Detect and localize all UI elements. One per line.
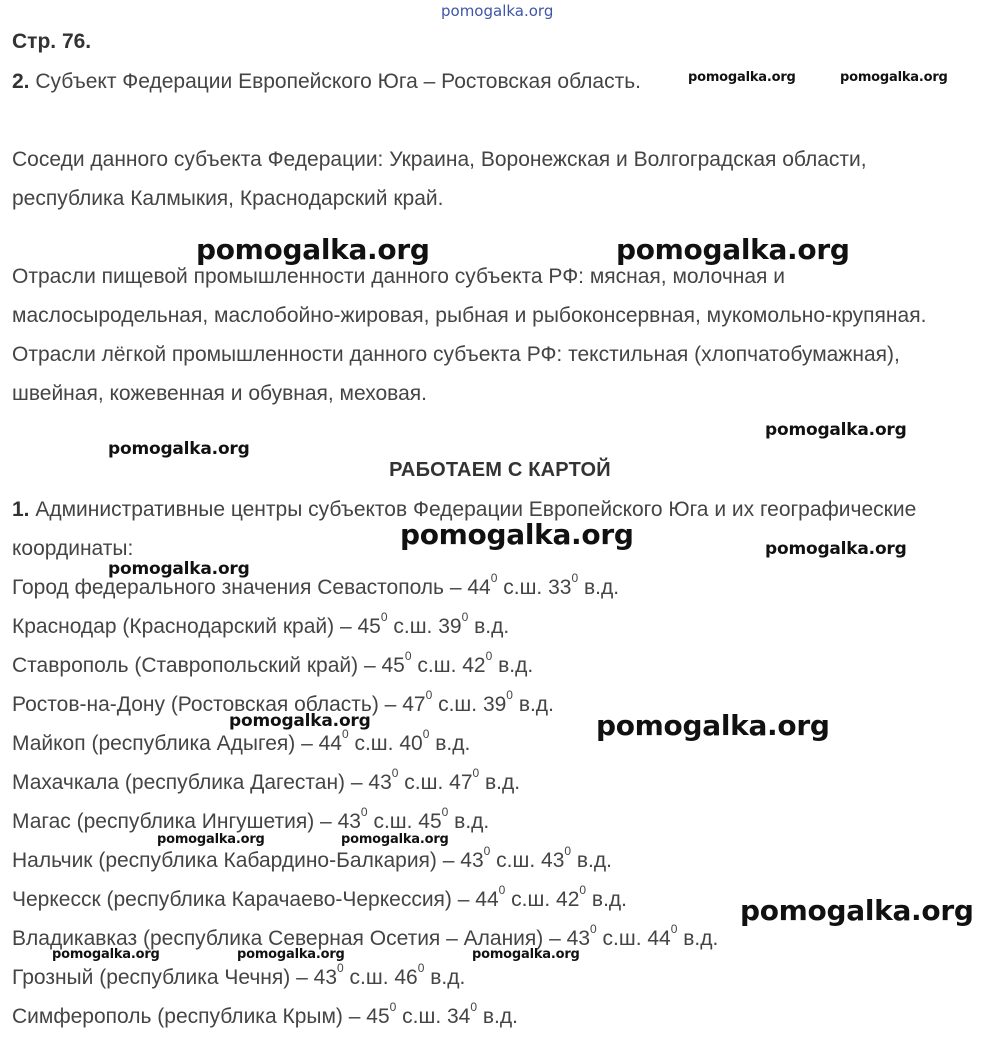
entry-latitude: 45: [366, 1005, 390, 1028]
entry-label: Симферополь (республика Крым): [12, 1005, 343, 1028]
entry-label: Город федерального значения Севастополь: [12, 576, 444, 599]
degree-mark: 0: [441, 805, 449, 819]
watermark: pomogalka.org: [108, 559, 250, 579]
north-latitude-label: с.ш.: [398, 771, 450, 794]
neighbors-line-2: республика Калмыкия, Краснодарский край.: [12, 187, 444, 210]
north-latitude-label: с.ш.: [596, 927, 648, 950]
degree-mark: 0: [360, 805, 368, 819]
entry-latitude: 43: [566, 927, 590, 950]
entry-label: Магас (республика Ингушетия): [12, 810, 315, 833]
coordinate-entry: [12, 610, 510, 639]
degree-mark: 0: [498, 883, 506, 897]
east-longitude-label: в.д.: [578, 576, 620, 599]
entry-dash: –: [378, 693, 403, 716]
watermark: pomogalka.org: [616, 233, 850, 266]
entry-dash: –: [314, 810, 338, 833]
entry-latitude: 43: [460, 849, 484, 872]
north-latitude-label: с.ш.: [411, 654, 463, 677]
degree-mark: 0: [485, 649, 493, 663]
east-longitude-label: в.д.: [448, 810, 490, 833]
task1-intro-line-2: координаты:: [12, 537, 134, 560]
entry-latitude: 43: [368, 771, 392, 794]
entry-dash: –: [543, 927, 567, 950]
neighbors-line-1: Соседи данного субъекта Федерации: Украина, Воронежская и Волгоградская области,: [12, 148, 867, 171]
coordinate-entry: [12, 766, 521, 795]
entry-label: Владикавказ (республика Северная Осетия – Алания): [12, 927, 544, 950]
watermark: pomogalka.org: [596, 709, 830, 742]
light-industry-line-1: Отрасли лёгкой промышленности данного субъекта РФ: текстильная (хлопчатобумажная),: [12, 343, 900, 366]
coordinate-entry: [12, 571, 620, 600]
east-longitude-label: в.д.: [424, 966, 466, 989]
watermark: pomogalka.org: [52, 947, 160, 962]
watermark: pomogalka.org: [400, 518, 634, 551]
east-longitude-label: в.д.: [429, 732, 471, 755]
entry-label: Грозный (республика Чечня): [12, 966, 291, 989]
entry-latitude: 44: [318, 732, 342, 755]
coordinate-entry: [12, 649, 534, 678]
degree-mark: 0: [590, 922, 597, 936]
degree-mark: 0: [571, 571, 579, 585]
task2-number: 2.: [12, 70, 30, 93]
entry-label: Краснодар (Краснодарский край): [12, 615, 335, 638]
entry-dash: –: [290, 966, 314, 989]
degree-mark: 0: [470, 1000, 478, 1014]
degree-mark: 0: [461, 610, 469, 624]
entry-longitude: 39: [438, 615, 462, 638]
entry-longitude: 39: [482, 693, 507, 716]
degree-mark: 0: [404, 649, 412, 663]
coordinate-entry: [12, 1000, 518, 1029]
east-longitude-label: в.д.: [512, 693, 554, 716]
degree-mark: 0: [417, 961, 425, 975]
watermark: pomogalka.org: [765, 539, 907, 559]
entry-longitude: 46: [394, 966, 418, 989]
east-longitude-label: в.д.: [477, 1005, 518, 1028]
watermark: pomogalka.org: [108, 439, 250, 459]
east-longitude-label: в.д.: [479, 771, 521, 794]
watermark: pomogalka.org: [229, 711, 371, 731]
entry-dash: –: [444, 576, 468, 599]
degree-mark: 0: [389, 1000, 397, 1014]
north-latitude-label: с.ш.: [396, 1005, 447, 1028]
entry-longitude: 43: [541, 849, 565, 872]
entry-longitude: 33: [548, 576, 572, 599]
degree-mark: 0: [506, 688, 513, 702]
watermark: pomogalka.org: [341, 832, 449, 847]
entry-latitude: 45: [381, 654, 405, 677]
task1-intro-text: Административные центры субъектов Федерации Европейского Юга и их географические: [35, 498, 917, 521]
degree-mark: 0: [472, 766, 480, 780]
section-heading: РАБОТАЕМ С КАРТОЙ: [389, 459, 611, 481]
east-longitude-label: в.д.: [571, 849, 612, 872]
food-industry-line-1: Отрасли пищевой промышленности данного субъекта РФ: мясная, молочная и: [12, 265, 785, 288]
degree-mark: 0: [422, 727, 430, 741]
coordinate-entry: [12, 844, 612, 873]
east-longitude-label: в.д.: [677, 927, 719, 950]
entry-label: Майкоп (республика Адыгея): [12, 732, 296, 755]
degree-mark: 0: [425, 688, 433, 702]
entry-latitude: 43: [337, 810, 361, 833]
degree-mark: 0: [490, 571, 498, 585]
entry-latitude: 47: [402, 693, 426, 716]
site-watermark-top: pomogalka.org: [441, 2, 554, 20]
coordinate-entry: [12, 961, 466, 990]
entry-longitude: 42: [556, 888, 580, 911]
degree-mark: 0: [341, 727, 349, 741]
watermark: pomogalka.org: [237, 947, 345, 962]
east-longitude-label: в.д.: [586, 888, 627, 911]
degree-mark: 0: [380, 610, 388, 624]
watermark: pomogalka.org: [157, 832, 265, 847]
degree-mark: 0: [564, 844, 572, 858]
entry-dash: –: [451, 888, 476, 911]
entry-latitude: 43: [313, 966, 337, 989]
entry-dash: –: [334, 615, 358, 638]
watermark: pomogalka.org: [688, 70, 796, 85]
degree-mark: 0: [391, 766, 399, 780]
north-latitude-label: с.ш.: [367, 810, 419, 833]
entry-latitude: 44: [467, 576, 491, 599]
entry-dash: –: [342, 1005, 367, 1028]
degree-mark: 0: [579, 883, 587, 897]
watermark: pomogalka.org: [765, 420, 907, 440]
entry-latitude: 45: [357, 615, 381, 638]
entry-label: Нальчик (республика Кабардино-Балкария): [12, 849, 437, 872]
entry-label: Махачкала (республика Дагестан): [12, 771, 346, 794]
entry-longitude: 45: [418, 810, 442, 833]
entry-dash: –: [436, 849, 461, 872]
degree-mark: 0: [337, 961, 344, 975]
north-latitude-label: с.ш.: [343, 966, 395, 989]
task2-text: Субъект Федерации Европейского Юга – Ростовская область.: [35, 70, 641, 93]
north-latitude-label: с.ш.: [432, 693, 483, 716]
entry-longitude: 42: [462, 654, 486, 677]
watermark: pomogalka.org: [840, 70, 948, 85]
north-latitude-label: с.ш.: [348, 732, 400, 755]
entry-dash: –: [345, 771, 369, 794]
food-industry-line-2: маслосыродельная, маслобойно-жировая, рыбная и рыбоконсервная, мукомольно-крупяная.: [12, 304, 927, 327]
task2-title: [12, 70, 641, 94]
coordinate-entry: [12, 805, 490, 834]
entry-longitude: 40: [399, 732, 423, 755]
entry-longitude: 47: [449, 771, 473, 794]
entry-label: Ростов-на-Дону (Ростовская область): [12, 693, 379, 716]
entry-label: Ставрополь (Ставропольский край): [12, 654, 359, 677]
north-latitude-label: с.ш.: [505, 888, 557, 911]
entry-dash: –: [358, 654, 382, 677]
light-industry-line-2: швейная, кожевенная и обувная, меховая.: [12, 382, 427, 405]
entry-label: Черкесск (республика Карачаево-Черкессия): [12, 888, 452, 911]
north-latitude-label: с.ш.: [490, 849, 542, 872]
east-longitude-label: в.д.: [492, 654, 534, 677]
north-latitude-label: с.ш.: [497, 576, 549, 599]
entry-dash: –: [295, 732, 319, 755]
watermark: pomogalka.org: [196, 233, 430, 266]
watermark: pomogalka.org: [472, 947, 580, 962]
entry-longitude: 34: [447, 1005, 471, 1028]
entry-latitude: 44: [475, 888, 499, 911]
page-reference: Стр. 76.: [12, 30, 92, 53]
task1-number: 1.: [12, 498, 30, 521]
watermark: pomogalka.org: [740, 894, 974, 927]
entry-longitude: 44: [647, 927, 671, 950]
coordinate-entry: [12, 883, 627, 912]
east-longitude-label: в.д.: [468, 615, 510, 638]
degree-mark: 0: [483, 844, 491, 858]
coordinate-entry: [12, 727, 471, 756]
north-latitude-label: с.ш.: [387, 615, 439, 638]
degree-mark: 0: [670, 922, 678, 936]
